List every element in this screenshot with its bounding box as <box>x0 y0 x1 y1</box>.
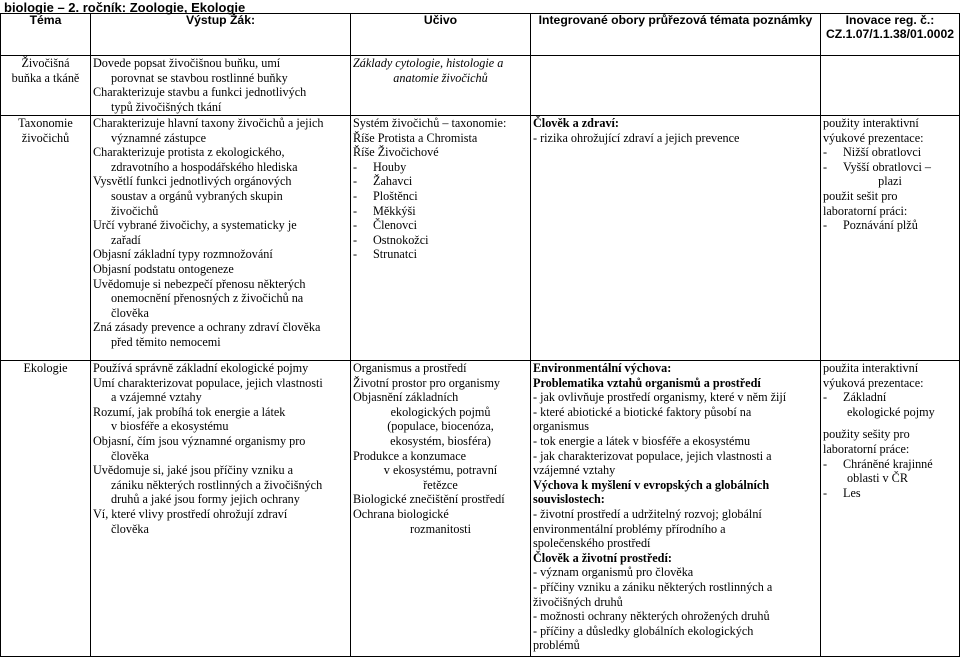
page-title: biologie – 2. ročník: Zoologie, Ekologie <box>4 0 246 15</box>
row-zivocisna-bunka <box>1 56 960 116</box>
integ-cell <box>531 56 821 116</box>
row-ekologie <box>1 361 960 657</box>
header-vystup: Výstup Žák: <box>91 14 351 56</box>
header-integ: Integrované obory průřezová témata poznámky <box>531 14 821 56</box>
inovace-cell: použita interaktivní výuková prezentace: - Základní ekologické pojmy použity sešity pro laboratorní práce: - Chráněné krajinné oblasti v ČR - Les <box>821 361 960 657</box>
tema-cell: Živočišná buňka a tkáně <box>1 56 91 116</box>
tema-cell: Taxonomie živočichů <box>1 116 91 361</box>
vystup-cell: Charakterizuje hlavní taxony živočichů a jejich významné zástupce Charakterizuje protista z ekologického, zdravotního a hospodářského hlediska Vysvětlí funkci jednotlivých orgánových soustav a orgánů vybraných skupin živočichů Určí vybrané živočichy, a systematicky je zařadí Objasní základní typy rozmnožování Objasní podstatu ontogeneze Uvědomuje si nebezpečí přenosu některých onemocnění přenosných z živočichů na člověka Zná zásady prevence a ochrany zdraví člověka před těmito nemocemi <box>91 116 351 361</box>
taxon-item: - Houby <box>353 160 528 175</box>
vystup-cell: Používá správně základní ekologické pojmy Umí charakterizovat populace, jejich vlastnosti a vzájemné vztahy Rozumí, jak probíhá tok energie a látek v biosféře a ekosystému Objasní, čím jsou významné organismy pro člověka Uvědomuje si, jaké jsou příčiny vzniku a zániku některých rostlinných a živočišných druhů a jaké jsou formy jejich ochrany Ví, které vlivy prostředí ohrožují zdraví člověka <box>91 361 351 657</box>
header-zak: Žák: <box>229 13 256 27</box>
curriculum-table <box>0 13 960 657</box>
vystup-cell: Dovede popsat živočišnou buňku, umí porovnat se stavbou rostlinné buňky Charakterizuje stavbu a funkci jednotlivých typů živočišných tkání <box>91 56 351 116</box>
integ-cell: Člověk a zdraví: - rizika ohrožující zdraví a jejich prevence <box>531 116 821 361</box>
taxon-item: - Měkkýši <box>353 204 528 219</box>
integ-cell: Environmentální výchova: Problematika vztahů organismů a prostředí - jak ovlivňuje prostředí organismy, které v něm žijí - které abiotické a biotické faktory působí na organismus - tok energie a látek v biosféře a ekosystému - jak charakterizovat populace, jejich vlastnosti a vzájemné vztahy Výchova k myšlení v evropských a globálních souvislostech: - životní prostředí a udržitelný rozvoj; globální environmentální problémy přírodního a společenského prostředí Člověk a životní prostředí: - význam organismů pro člověka - příčiny vzniku a zániku některých rostlinných a živočišných druhů - možnosti ochrany některých ohrožených druhů - příčiny a důsledky globálních ekologických problémů <box>531 361 821 657</box>
inovace-cell: použity interaktivní výukové prezentace: - Nižší obratlovci - Vyšší obratlovci – plazi použit sešit pro laboratorní práci: - Poznávání plžů <box>821 116 960 361</box>
ucivo-cell: Systém živočichů – taxonomie: Říše Protista a Chromista Říše Živočichové - Houby - Žahavci - Ploštěnci - Měkkýši - Členovci - Ostnokožci - Strunatci <box>351 116 531 361</box>
taxon-item: - Ostnokožci <box>353 233 528 248</box>
taxon-item: - Členovci <box>353 218 528 233</box>
ucivo-cell: Organismus a prostředí Životní prostor pro organismy Objasnění základních ekologických pojmů (populace, biocenóza, ekosystém, biosféra) Produkce a konzumace v ekosystému, potravní řetězce Biologické znečištění prostředí Ochrana biologické rozmanitosti <box>351 361 531 657</box>
tema-cell: Ekologie <box>1 361 91 657</box>
header-inovace: Inovace reg. č.: CZ.1.07/1.1.38/01.0002 <box>821 14 960 56</box>
header-tema: Téma <box>1 14 91 56</box>
inovace-cell <box>821 56 960 116</box>
taxon-item: - Ploštěnci <box>353 189 528 204</box>
header-ucivo: Učivo <box>351 14 531 56</box>
header-row <box>1 14 960 56</box>
taxon-item: - Žahavci <box>353 174 528 189</box>
row-taxonomie <box>1 116 960 361</box>
taxon-item: - Strunatci <box>353 247 528 262</box>
ucivo-cell: Základy cytologie, histologie a anatomie živočichů <box>351 56 531 116</box>
